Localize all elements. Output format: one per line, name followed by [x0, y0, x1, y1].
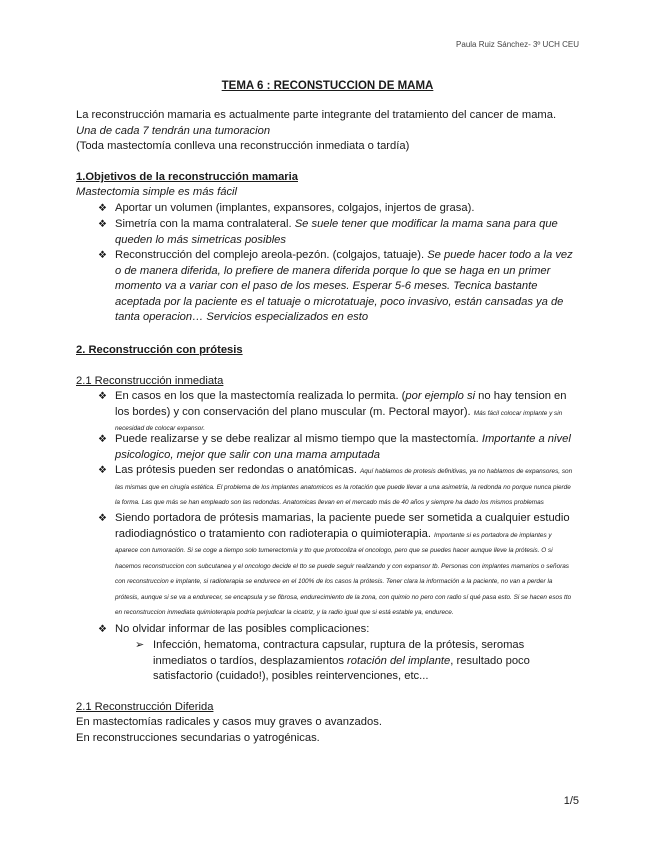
bullet-text: Simetría con la mama contralateral.: [115, 218, 292, 230]
section1-subtitle: Mastectomia simple es más fácil: [76, 186, 238, 198]
intro-italic: Una de cada 7 tendrán una tumoracion: [76, 124, 271, 137]
bullet-note: Importante si es portadora de implantes y aparece con tumoración. Si se coge a tiempo solo tumerectomía y tto que protocoliza el oncologo, pero que se puedes hacer aunque lleve la prótesis. O si hacemos reconstruccion con subcutanea y el oncologo decide el tto se puede seguir realizando y con expansor tb. Personas con implantes mamarios o señoras con reconstruccion e implante, si radioterapia se endurece en el 100% de los casos la prótesis. Tener clara la información a la paciente, no van a perder la prótesis, aunque si se va a endurecer, se encapsula y se fibrosa, endurecimiento de la zona, con quimio no pero con radio sí qué pasa esto. Si se hacen esos tto en reconstruccion inmediata quimioterapia podría perjudicar la cicatriz, y la radio igual que si está estable ya, endurece.: [115, 531, 572, 616]
bullet-italic: por ejemplo si: [405, 390, 476, 402]
bullet-text: Puede realizarse y se debe realizar al mismo tiempo que la mastectomía.: [115, 433, 479, 445]
section2-heading: 2. Reconstrucción con prótesis: [76, 344, 243, 356]
diamond-bullet-icon: ❖: [98, 434, 107, 445]
section1-bullet-2: [98, 217, 576, 248]
diamond-bullet-icon: ❖: [98, 391, 107, 402]
sub-bullet-text: Infección, hematoma, contractura capsular, ruptura de la prótesis, seromas inmediatos o tardíos, desplazamientos: [153, 639, 525, 667]
intro-text: La reconstrucción mamaria es actualmente parte integrante del tratamiento del cancer de mama.: [76, 109, 557, 121]
document-title: TEMA 6 : RECONSTUCCION DE MAMA: [221, 80, 434, 92]
bullet-text: Las prótesis pueden ser redondas o anatómicas.: [115, 464, 357, 476]
diamond-bullet-icon: ❖: [98, 219, 107, 230]
bullet-text: No olvidar informar de las posibles complicaciones:: [115, 623, 370, 635]
section2-sub2-heading: 2.1 Reconstrucción Diferida: [76, 701, 214, 713]
diamond-bullet-icon: ❖: [98, 624, 107, 635]
bullet-text: Aportar un volumen (implantes, expansores, colgajos, injertos de grasa).: [115, 202, 475, 214]
complications-sub-bullet: [135, 638, 575, 685]
bullet-italic: Se puede hacer todo a la vez o de manera diferida, lo prefiere de manera diferida porque lo que se haga en un primer momento va a variar con el paso de los meses. Esperar 5-6 meses. Tecnica bastante aceptada por la paciente es el tatuaje o microtatuaje, poco invasivo, están cansadas ya de tanta operacion… Servicios especializados en esto: [115, 249, 573, 323]
section2-bullet-4: [98, 511, 576, 620]
section1-bullet-1: [98, 201, 576, 217]
diferida-line-2: En reconstrucciones secundarias o yatrogénicas.: [76, 732, 320, 744]
diferida-line-1: En mastectomías radicales y casos muy graves o avanzados.: [76, 716, 382, 728]
diamond-bullet-icon: ❖: [98, 513, 107, 524]
bullet-note: Más fácil colocar implante y sin necesidad de colocar expansor.: [115, 409, 563, 432]
section2-bullet-5: [98, 622, 576, 638]
section2-bullet-2: [98, 432, 576, 463]
section2-bullet-1: [98, 389, 576, 436]
section1-heading: 1.Objetivos de la reconstrucción mamaria: [76, 171, 298, 183]
sub-bullet-italic: rotación del implante: [347, 654, 451, 667]
bullet-text: En casos en los que la mastectomía realizada lo permita. (: [115, 390, 406, 402]
diamond-bullet-icon: ❖: [98, 465, 107, 476]
author-header: Paula Ruiz Sánchez- 3º UCH CEU: [456, 40, 579, 49]
bullet-italic: Se suele tener que modificar la mama sana para que queden lo más simetricas posibles: [115, 218, 558, 246]
bullet-text: Siendo portadora de prótesis mamarias, la paciente puede ser sometida a cualquier estudio radiodiagnóstico o tratamiento con radioterapia o quimioterapia.: [115, 512, 570, 540]
intro-note: (Toda mastectomía conlleva una reconstrucción inmediata o tardía): [76, 140, 410, 152]
bullet-text-cont: no hay tension en los bordes) y con conservación del plano muscular (m. Pectoral mayor).: [115, 390, 567, 418]
intro-paragraph: [76, 108, 576, 139]
arrow-bullet-icon: ➢: [135, 639, 145, 651]
diamond-bullet-icon: ❖: [98, 203, 107, 214]
page-number: 1/5: [563, 795, 579, 807]
bullet-text: Reconstrucción del complejo areola-pezón. (colgajos, tatuaje).: [115, 249, 425, 261]
sub-bullet-text-cont: , resultado poco satisfactorio (cuidado!), posibles reintervenciones, etc...: [153, 654, 530, 682]
bullet-italic: Importante a nivel psicologico, mejor que salir con una mama amputada: [115, 433, 571, 461]
section1-bullet-3: [98, 248, 576, 326]
section2-bullet-3: [98, 463, 576, 510]
diamond-bullet-icon: ❖: [98, 250, 107, 261]
bullet-note: Aquí hablamos de protesis definitivas, ya no hablamos de expansores, son las mismas que en cirugía estética. El problema de los implantes anatomicos es la rotación que puede llevar a una asimetría, la redonda no porque nunca pierde la forma. Las que más se han empleado son las redondas. Anatomicas llevan en el mercado más de 40 años y siempre ha dado los mismos problemas: [115, 468, 573, 506]
section2-sub1-heading: 2.1 Reconstrucción inmediata: [76, 375, 224, 387]
